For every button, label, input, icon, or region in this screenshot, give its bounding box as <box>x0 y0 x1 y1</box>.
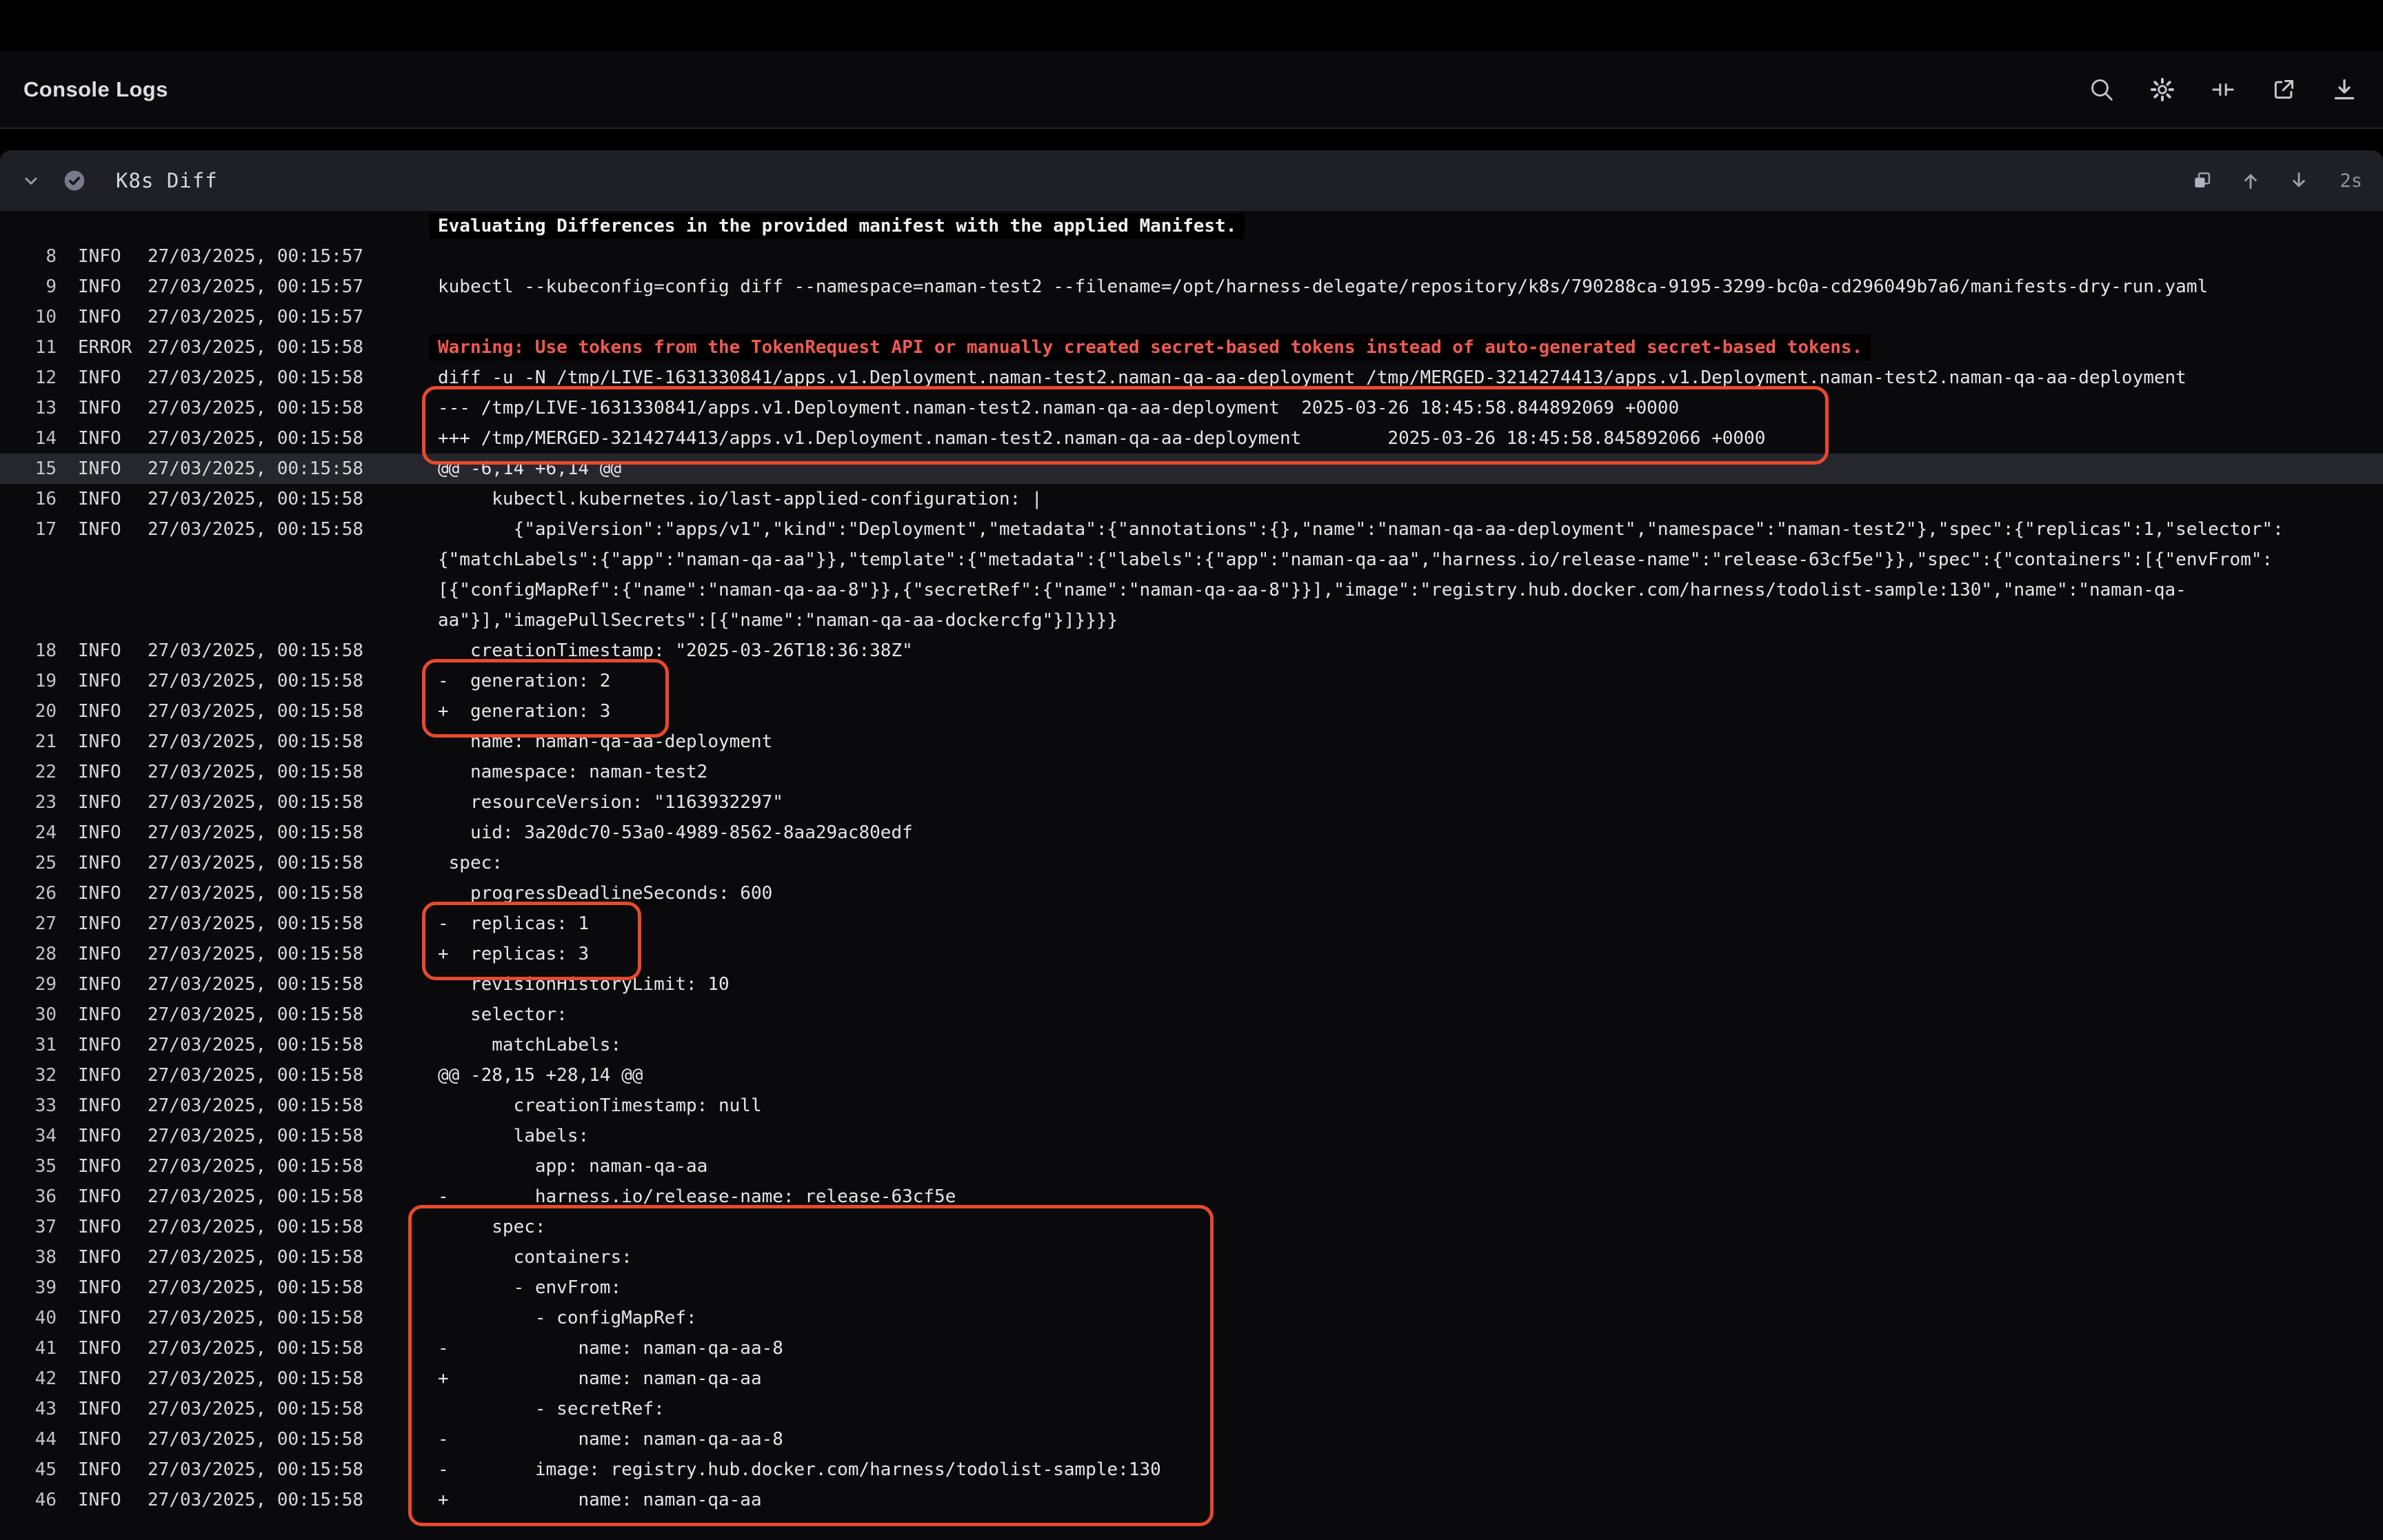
log-timestamp: 27/03/2025, 00:15:58 <box>148 1156 364 1177</box>
log-message: spec: <box>438 853 503 873</box>
log-line-number: 43 <box>34 1399 57 1419</box>
log-timestamp: 27/03/2025, 00:15:58 <box>148 701 364 722</box>
download-icon[interactable] <box>2331 76 2358 103</box>
log-row[interactable] <box>0 1000 2383 1030</box>
success-check-icon <box>61 167 88 194</box>
log-line-number: 16 <box>34 489 57 509</box>
log-row[interactable] <box>0 393 2383 423</box>
log-row[interactable] <box>0 939 2383 969</box>
log-timestamp: 27/03/2025, 00:15:58 <box>148 1004 364 1025</box>
log-level: INFO <box>78 1035 121 1055</box>
log-row[interactable] <box>0 514 2383 545</box>
log-timestamp: 27/03/2025, 00:15:58 <box>148 944 364 964</box>
log-message: selector: <box>438 1004 567 1025</box>
step-duration: 2s <box>2340 170 2362 192</box>
log-row[interactable] <box>0 423 2383 454</box>
log-line-number: 44 <box>34 1429 57 1450</box>
log-timestamp: 27/03/2025, 00:15:57 <box>148 246 364 267</box>
log-row[interactable] <box>0 605 2383 636</box>
log-area <box>0 211 2383 1540</box>
log-message: +++ /tmp/MERGED-3214274413/apps.v1.Deployment.naman-test2.naman-qa-aa-deployment 2025-03-26 18:45:58.845892066 +0000 <box>438 428 1766 449</box>
log-line-number: 17 <box>34 519 57 540</box>
log-timestamp: 27/03/2025, 00:15:58 <box>148 762 364 782</box>
log-timestamp: 27/03/2025, 00:15:58 <box>148 1459 364 1480</box>
log-message: {"apiVersion":"apps/v1","kind":"Deployment","metadata":{"annotations":{},"name":"naman-qa-aa-deployment","namespace":"naman-test2"},"spec":{"replicas":1,"selector": <box>438 519 2284 540</box>
log-level: INFO <box>78 792 121 813</box>
log-message: Warning: Use tokens from the TokenRequest API or manually created secret-based tokens instead of auto-generated secret-based tokens. <box>438 334 1871 361</box>
log-message: diff -u -N /tmp/LIVE-1631330841/apps.v1.Deployment.naman-test2.naman-qa-aa-deployment /tmp/MERGED-3214274413/apps.v1.Deployment.naman-test2.naman-qa-aa-deployment <box>438 367 2186 388</box>
log-message: kubectl.kubernetes.io/last-applied-configuration: | <box>438 489 1043 509</box>
log-line-number: 27 <box>34 913 57 934</box>
log-row[interactable] <box>0 666 2383 696</box>
log-timestamp: 27/03/2025, 00:15:58 <box>148 458 364 479</box>
log-row[interactable] <box>0 1394 2383 1424</box>
log-message: + generation: 3 <box>438 701 611 722</box>
log-level: INFO <box>78 246 121 267</box>
log-line-number: 26 <box>34 883 57 904</box>
log-row[interactable] <box>0 363 2383 393</box>
log-line-number: 14 <box>34 428 57 449</box>
log-timestamp: 27/03/2025, 00:15:58 <box>148 489 364 509</box>
log-level: INFO <box>78 1156 121 1177</box>
log-level: INFO <box>78 1186 121 1207</box>
log-message: - configMapRef: <box>438 1308 697 1328</box>
log-timestamp: 27/03/2025, 00:15:58 <box>148 1186 364 1207</box>
log-level: INFO <box>78 762 121 782</box>
log-row[interactable] <box>0 1455 2383 1485</box>
log-level: INFO <box>78 1459 121 1480</box>
log-timestamp: 27/03/2025, 00:15:58 <box>148 913 364 934</box>
log-message: namespace: naman-test2 <box>438 762 708 782</box>
log-row[interactable] <box>0 909 2383 939</box>
log-timestamp: 27/03/2025, 00:15:58 <box>148 337 364 358</box>
log-message: + name: naman-qa-aa <box>438 1490 762 1510</box>
header-toolbar <box>2088 76 2358 103</box>
log-line-number: 34 <box>34 1126 57 1146</box>
log-message: creationTimestamp: null <box>438 1095 762 1116</box>
log-line-number: 41 <box>34 1338 57 1359</box>
log-timestamp: 27/03/2025, 00:15:58 <box>148 1035 364 1055</box>
log-level: INFO <box>78 1217 121 1237</box>
log-level: INFO <box>78 883 121 904</box>
log-line-number: 10 <box>34 307 57 327</box>
log-message: aa"}],"imagePullSecrets":[{"name":"naman-qa-aa-dockercfg"}]}}}} <box>438 610 1118 631</box>
log-level: ERROR <box>78 337 132 358</box>
log-message: - generation: 2 <box>438 671 611 691</box>
log-timestamp: 27/03/2025, 00:15:58 <box>148 1217 364 1237</box>
log-message: - replicas: 1 <box>438 913 590 934</box>
log-timestamp: 27/03/2025, 00:15:58 <box>148 883 364 904</box>
log-line-number: 39 <box>34 1277 57 1298</box>
log-level: INFO <box>78 458 121 479</box>
log-row[interactable] <box>0 787 2383 818</box>
log-message: - name: naman-qa-aa-8 <box>438 1338 783 1359</box>
log-timestamp: 27/03/2025, 00:15:58 <box>148 1338 364 1359</box>
log-line-number: 40 <box>34 1308 57 1328</box>
app-header <box>0 51 2383 129</box>
log-message: - harness.io/release-name: release-63cf5e <box>438 1186 956 1207</box>
log-level: INFO <box>78 428 121 449</box>
log-message: [{"configMapRef":{"name":"naman-qa-aa-8"}},{"secretRef":{"name":"naman-qa-aa-8"}}],"image":"registry.hub.docker.com/harness/todolist-sample:130","name":"naman-qa- <box>438 580 2186 600</box>
log-row[interactable] <box>0 302 2383 332</box>
log-timestamp: 27/03/2025, 00:15:58 <box>148 974 364 995</box>
log-timestamp: 27/03/2025, 00:15:58 <box>148 398 364 418</box>
log-line-number: 24 <box>34 822 57 843</box>
log-message: + name: naman-qa-aa <box>438 1368 762 1389</box>
log-row[interactable] <box>0 272 2383 302</box>
copy-icon[interactable] <box>2191 169 2214 192</box>
log-row[interactable] <box>0 1424 2383 1455</box>
page-title: Console Logs <box>23 77 168 101</box>
log-level: INFO <box>78 519 121 540</box>
log-line-number: 18 <box>34 640 57 661</box>
log-row[interactable] <box>0 1060 2383 1091</box>
log-row[interactable] <box>0 454 2383 484</box>
log-level: INFO <box>78 367 121 388</box>
log-row[interactable] <box>0 1182 2383 1212</box>
log-message: resourceVersion: "1163932297" <box>438 792 783 813</box>
step-toolbar <box>2191 169 2362 192</box>
log-row[interactable] <box>0 332 2383 363</box>
log-level: INFO <box>78 671 121 691</box>
log-line-number: 22 <box>34 762 57 782</box>
log-line-number: 25 <box>34 853 57 873</box>
log-line-number: 35 <box>34 1156 57 1177</box>
log-message: labels: <box>438 1126 590 1146</box>
log-timestamp: 27/03/2025, 00:15:58 <box>148 1308 364 1328</box>
log-message: - image: registry.hub.docker.com/harness/todolist-sample:130 <box>438 1459 1161 1480</box>
log-row[interactable] <box>0 969 2383 1000</box>
log-level: INFO <box>78 701 121 722</box>
log-timestamp: 27/03/2025, 00:15:58 <box>148 519 364 540</box>
log-row[interactable] <box>0 1303 2383 1333</box>
log-row[interactable] <box>0 1485 2383 1515</box>
log-row[interactable] <box>0 484 2383 514</box>
log-level: INFO <box>78 974 121 995</box>
log-message: - name: naman-qa-aa-8 <box>438 1429 783 1450</box>
log-line-number: 36 <box>34 1186 57 1207</box>
log-message: matchLabels: <box>438 1035 622 1055</box>
log-timestamp: 27/03/2025, 00:15:58 <box>148 792 364 813</box>
log-row[interactable] <box>0 878 2383 909</box>
log-row[interactable] <box>0 1273 2383 1303</box>
log-row[interactable] <box>0 211 2383 241</box>
log-message: kubectl --kubeconfig=config diff --namespace=naman-test2 --filename=/opt/harness-delegate/repository/k8s/790288ca-9195-3299-bc0a-cd296049b7a6/manifests-dry-run.yaml <box>438 276 2209 297</box>
log-message: @@ -28,15 +28,14 @@ <box>438 1065 643 1086</box>
log-row[interactable] <box>0 1121 2383 1151</box>
log-line-number: 13 <box>34 398 57 418</box>
log-timestamp: 27/03/2025, 00:15:57 <box>148 307 364 327</box>
log-row[interactable] <box>0 575 2383 605</box>
step-title: K8s Diff <box>116 169 218 192</box>
log-message: progressDeadlineSeconds: 600 <box>438 883 773 904</box>
log-line-number: 29 <box>34 974 57 995</box>
log-line-number: 19 <box>34 671 57 691</box>
log-row[interactable] <box>0 818 2383 848</box>
log-line-number: 46 <box>34 1490 57 1510</box>
log-row[interactable] <box>0 696 2383 727</box>
log-level: INFO <box>78 640 121 661</box>
log-timestamp: 27/03/2025, 00:15:58 <box>148 1490 364 1510</box>
log-row[interactable] <box>0 1091 2383 1121</box>
log-level: INFO <box>78 1247 121 1268</box>
log-timestamp: 27/03/2025, 00:15:58 <box>148 1429 364 1450</box>
search-icon[interactable] <box>2088 76 2115 103</box>
log-level: INFO <box>78 1399 121 1419</box>
log-level: INFO <box>78 1429 121 1450</box>
log-level: INFO <box>78 731 121 752</box>
log-timestamp: 27/03/2025, 00:15:58 <box>148 428 364 449</box>
log-message: --- /tmp/LIVE-1631330841/apps.v1.Deployment.naman-test2.naman-qa-aa-deployment 2025-03-26 18:45:58.844892069 +0000 <box>438 398 1680 418</box>
log-row[interactable] <box>0 1212 2383 1242</box>
log-line-number: 21 <box>34 731 57 752</box>
log-message: + replicas: 3 <box>438 944 590 964</box>
log-message: spec: <box>438 1217 546 1237</box>
log-timestamp: 27/03/2025, 00:15:58 <box>148 731 364 752</box>
log-message: - secretRef: <box>438 1399 665 1419</box>
log-row[interactable] <box>0 636 2383 666</box>
log-message: Evaluating Differences in the provided manifest with the applied Manifest. <box>438 213 1245 239</box>
log-message: {"matchLabels":{"app":"naman-qa-aa"}},"template":{"metadata":{"labels":{"app":"naman-qa-aa","harness.io/release-name":"release-63cf5e"}},"spec":{"containers":[{"envFrom": <box>438 549 2273 570</box>
log-line-number: 32 <box>34 1065 57 1086</box>
scroll-up-icon[interactable] <box>2239 169 2262 192</box>
log-row[interactable] <box>0 1030 2383 1060</box>
log-timestamp: 27/03/2025, 00:15:58 <box>148 640 364 661</box>
log-level: INFO <box>78 1126 121 1146</box>
log-line-number: 31 <box>34 1035 57 1055</box>
log-level: INFO <box>78 1277 121 1298</box>
log-level: INFO <box>78 1368 121 1389</box>
log-line-number: 28 <box>34 944 57 964</box>
log-row[interactable] <box>0 727 2383 757</box>
log-row[interactable] <box>0 241 2383 272</box>
log-level: INFO <box>78 1095 121 1116</box>
log-message: - envFrom: <box>438 1277 622 1298</box>
log-row[interactable] <box>0 1151 2383 1182</box>
log-line-number: 38 <box>34 1247 57 1268</box>
log-timestamp: 27/03/2025, 00:15:58 <box>148 1095 364 1116</box>
log-line-number: 45 <box>34 1459 57 1480</box>
log-line-number: 33 <box>34 1095 57 1116</box>
log-line-number: 20 <box>34 701 57 722</box>
step-header[interactable] <box>0 150 2383 211</box>
log-level: INFO <box>78 276 121 297</box>
open-in-new-icon[interactable] <box>2270 76 2297 103</box>
collapse-icon[interactable] <box>2209 76 2237 103</box>
log-level: INFO <box>78 1308 121 1328</box>
log-line-number: 12 <box>34 367 57 388</box>
log-line-number: 11 <box>34 337 57 358</box>
log-rows <box>0 211 2383 1515</box>
log-timestamp: 27/03/2025, 00:15:58 <box>148 1399 364 1419</box>
scroll-down-icon[interactable] <box>2287 169 2311 192</box>
log-message: uid: 3a20dc70-53a0-4989-8562-8aa29ac80edf <box>438 822 913 843</box>
log-timestamp: 27/03/2025, 00:15:58 <box>148 1065 364 1086</box>
log-level: INFO <box>78 1490 121 1510</box>
log-timestamp: 27/03/2025, 00:15:58 <box>148 822 364 843</box>
log-line-number: 23 <box>34 792 57 813</box>
log-timestamp: 27/03/2025, 00:15:58 <box>148 1247 364 1268</box>
log-level: INFO <box>78 1338 121 1359</box>
log-row[interactable] <box>0 757 2383 787</box>
settings-icon[interactable] <box>2149 76 2176 103</box>
log-row[interactable] <box>0 1242 2383 1273</box>
log-level: INFO <box>78 307 121 327</box>
log-message: @@ -6,14 +6,14 @@ <box>438 458 622 479</box>
log-timestamp: 27/03/2025, 00:15:58 <box>148 671 364 691</box>
log-timestamp: 27/03/2025, 00:15:58 <box>148 1277 364 1298</box>
log-row[interactable] <box>0 1364 2383 1394</box>
log-level: INFO <box>78 1004 121 1025</box>
log-timestamp: 27/03/2025, 00:15:58 <box>148 853 364 873</box>
log-level: INFO <box>78 822 121 843</box>
log-line-number: 42 <box>34 1368 57 1389</box>
log-line-number: 8 <box>46 246 57 267</box>
log-line-number: 37 <box>34 1217 57 1237</box>
log-message: name: naman-qa-aa-deployment <box>438 731 773 752</box>
log-level: INFO <box>78 853 121 873</box>
log-timestamp: 27/03/2025, 00:15:58 <box>148 1126 364 1146</box>
log-timestamp: 27/03/2025, 00:15:58 <box>148 367 364 388</box>
log-message: containers: <box>438 1247 632 1268</box>
log-line-number: 9 <box>46 276 57 297</box>
log-level: INFO <box>78 489 121 509</box>
log-row[interactable] <box>0 1333 2383 1364</box>
log-message: revisionHistoryLimit: 10 <box>438 974 730 995</box>
log-row[interactable] <box>0 545 2383 575</box>
log-line-number: 30 <box>34 1004 57 1025</box>
log-level: INFO <box>78 944 121 964</box>
log-message: app: naman-qa-aa <box>438 1156 708 1177</box>
chevron-down-icon[interactable] <box>19 169 43 192</box>
log-row[interactable] <box>0 848 2383 878</box>
log-timestamp: 27/03/2025, 00:15:58 <box>148 1368 364 1389</box>
log-message: creationTimestamp: "2025-03-26T18:36:38Z" <box>438 640 913 661</box>
log-level: INFO <box>78 398 121 418</box>
log-timestamp: 27/03/2025, 00:15:57 <box>148 276 364 297</box>
log-level: INFO <box>78 1065 121 1086</box>
log-level: INFO <box>78 913 121 934</box>
log-line-number: 15 <box>34 458 57 479</box>
